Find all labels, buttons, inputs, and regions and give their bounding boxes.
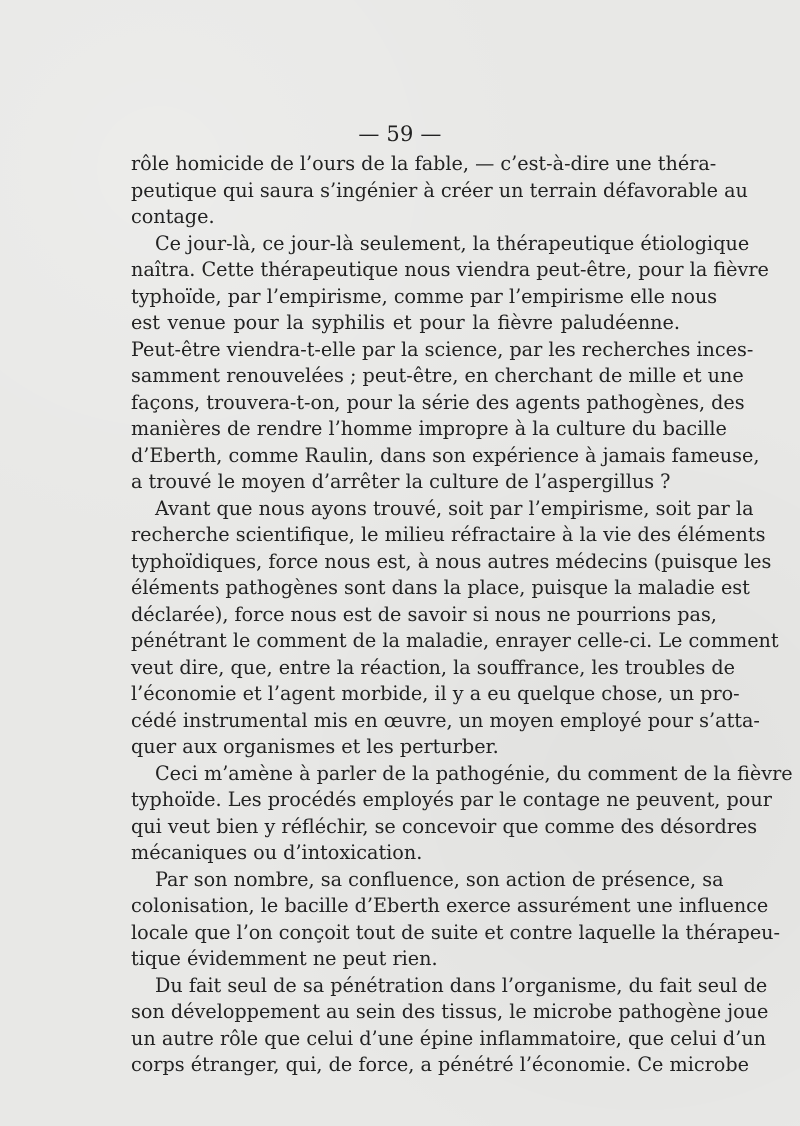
text-line: tique évidemment ne peut rien.	[131, 947, 438, 970]
text-line: samment renouvelées ; peut-être, en cherchant de mille et une	[131, 364, 744, 387]
text-line: Ce jour-là, ce jour-là seulement, la thérapeutique étiologique	[155, 231, 750, 255]
text-line: typhoïde. Les procédés employés par le contage ne peuvent, pour	[131, 788, 772, 811]
text-line: éléments pathogènes sont dans la place, puisque la maladie est	[131, 576, 750, 599]
body-text	[131, 151, 793, 1079]
text-line: recherche scientifique, le milieu réfractaire à la vie des éléments	[131, 523, 766, 546]
text-line: peutique qui saura s’ingénier à créer un terrain défavorable au	[131, 178, 748, 202]
text-line: contage.	[131, 205, 215, 228]
text-line: d’Eberth, comme Raulin, dans son expérience à jamais fameuse,	[131, 443, 760, 467]
text-line: façons, trouvera-t-on, pour la série des agents pathogènes, des	[131, 390, 745, 414]
text-line: locale que l’on conçoit tout de suite et contre laquelle la thérapeu-	[131, 920, 781, 944]
page-number: — 59 —	[358, 122, 442, 146]
text-line: Ceci m’amène à parler de la pathogénie, du comment de la fièvre	[155, 761, 793, 785]
text-line: est venue pour la syphilis et pour la fièvre paludéenne.	[131, 311, 680, 334]
text-line: quer aux organismes et les perturber.	[131, 735, 499, 758]
text-line: a trouvé le moyen d’arrêter la culture de l’aspergillus ?	[131, 470, 671, 493]
text-line: cédé instrumental mis en œuvre, un moyen employé pour s’atta-	[131, 708, 760, 732]
text-line: Du fait seul de sa pénétration dans l’organisme, du fait seul de	[155, 973, 768, 997]
text-line: manières de rendre l’homme impropre à la culture du bacille	[131, 417, 727, 440]
text-line: pénétrant le comment de la maladie, enrayer celle-ci. Le comment	[131, 629, 779, 652]
text-line: qui veut bien y réfléchir, se concevoir que comme des désordres	[131, 814, 758, 838]
text-line: corps étranger, qui, de force, a pénétré l’économie. Ce microbe	[131, 1053, 749, 1076]
text-line: mécaniques ou d’intoxication.	[131, 841, 423, 864]
text-line: déclarée), force nous est de savoir si nous ne pourrions pas,	[131, 602, 717, 626]
text-line: Avant que nous ayons trouvé, soit par l’empirisme, soit par la	[155, 496, 754, 520]
text-line: Peut-être viendra-t-elle par la science, par les recherches inces-	[131, 337, 754, 361]
text-line: Par son nombre, sa confluence, son action de présence, sa	[155, 867, 724, 891]
text-line: son développement au sein des tissus, le microbe pathogène joue	[131, 1000, 769, 1023]
text-line: veut dire, que, entre la réaction, la souffrance, les troubles de	[131, 655, 736, 679]
text-line: rôle homicide de l’ours de la fable, — c’est-à-dire une théra-	[131, 152, 717, 175]
text-line: naîtra. Cette thérapeutique nous viendra peut-être, pour la fièvre	[131, 258, 769, 281]
text-line: typhoïdiques, force nous est, à nous autres médecins (puisque les	[131, 549, 772, 573]
text-line: colonisation, le bacille d’Eberth exerce assurément une influence	[131, 894, 769, 917]
text-line: un autre rôle que celui d’une épine inflammatoire, que celui d’un	[131, 1026, 767, 1050]
text-line: typhoïde, par l’empirisme, comme par l’empirisme elle nous	[131, 284, 718, 308]
text-line: l’économie et l’agent morbide, il y a eu quelque chose, un pro-	[131, 682, 740, 705]
